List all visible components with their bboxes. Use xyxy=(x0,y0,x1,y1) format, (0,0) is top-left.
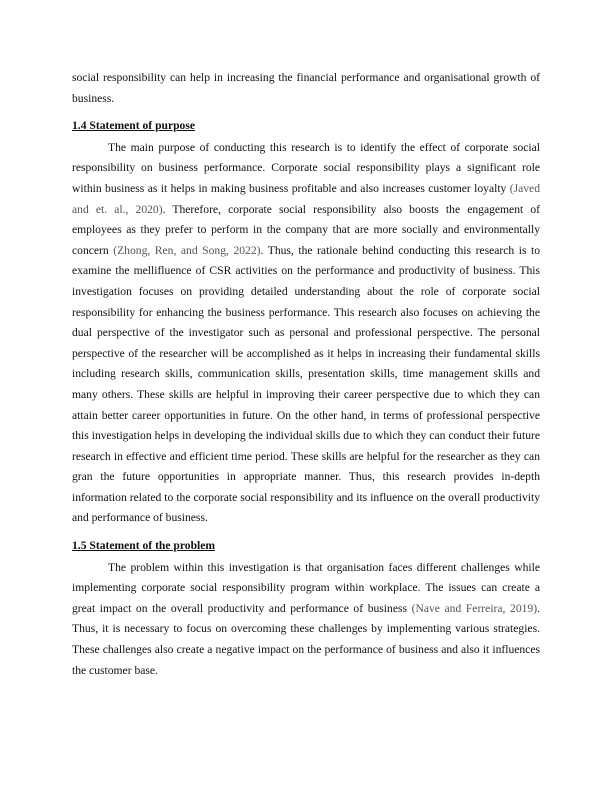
page-content xyxy=(72,68,540,681)
problem-text-part-2: . Thus, it is necessary to focus on overcoming these challenges by implementing various strategies. These challenges also create a negative impact on the performance of business and also it influences the customer base. xyxy=(72,601,540,677)
section-heading-statement-of-problem: 1.5 Statement of the problem xyxy=(72,539,216,553)
purpose-text-part-1: The main purpose of conducting this research is to identify the effect of corporate social responsibility on business performance. Corporate social responsibility plays a significant role within business as it helps in making business profitable and also increases customer loyalty xyxy=(72,140,540,195)
spacer xyxy=(72,529,540,536)
intro-paragraph: social responsibility can help in increasing the financial performance and organisational growth of business. xyxy=(72,71,540,105)
citation-javed-2020: (Javed and et. al., 2020) xyxy=(72,181,540,216)
purpose-text-part-2: . Therefore, corporate social responsibility also boosts the engagement of employees as they prefer to perform in the company that are more socially and environmentally concern xyxy=(72,202,540,257)
section-heading-statement-of-purpose: 1.4 Statement of purpose xyxy=(72,119,196,133)
citation-zhong-2022: (Zhong, Ren, and Song, 2022) xyxy=(113,243,261,257)
purpose-paragraph xyxy=(72,138,540,529)
problem-paragraph xyxy=(72,558,540,682)
spacer xyxy=(72,109,540,116)
citation-nave-2019: (Nave and Ferreira, 2019) xyxy=(411,601,538,615)
problem-text-part-1: The problem within this investigation is that organisation faces different challenges while implementing corporate social responsibility program within workplace. The issues can create a great impact on the overall productivity and performance of business xyxy=(72,560,540,615)
purpose-text-part-3: . Thus, the rationale behind conducting this research is to examine the mellifluence of CSR activities on the performance and productivity of business. This investigation focuses on providing detailed understanding about the role of corporate social responsibility for enhancing the business performance. This research also focuses on achieving the dual perspective of the investigator such as personal and professional perspective. The personal perspective of the researcher will be accomplished as it helps in increasing their fundamental skills including research skills, communication skills, presentation skills, time management skills and many others. These skills are helpful in improving their career perspective due to which they can attain better career opportunities in future. On the other hand, in terms of professional perspective this investigation helps in developing the individual skills due to which they can conduct their future research in effective and efficient time period. These skills are helpful for the researcher as they can gran the future opportunities in appropriate manner. Thus, this research provides in-depth information related to the corporate social responsibility and its influence on the overall productivity and performance of business. xyxy=(72,243,541,525)
